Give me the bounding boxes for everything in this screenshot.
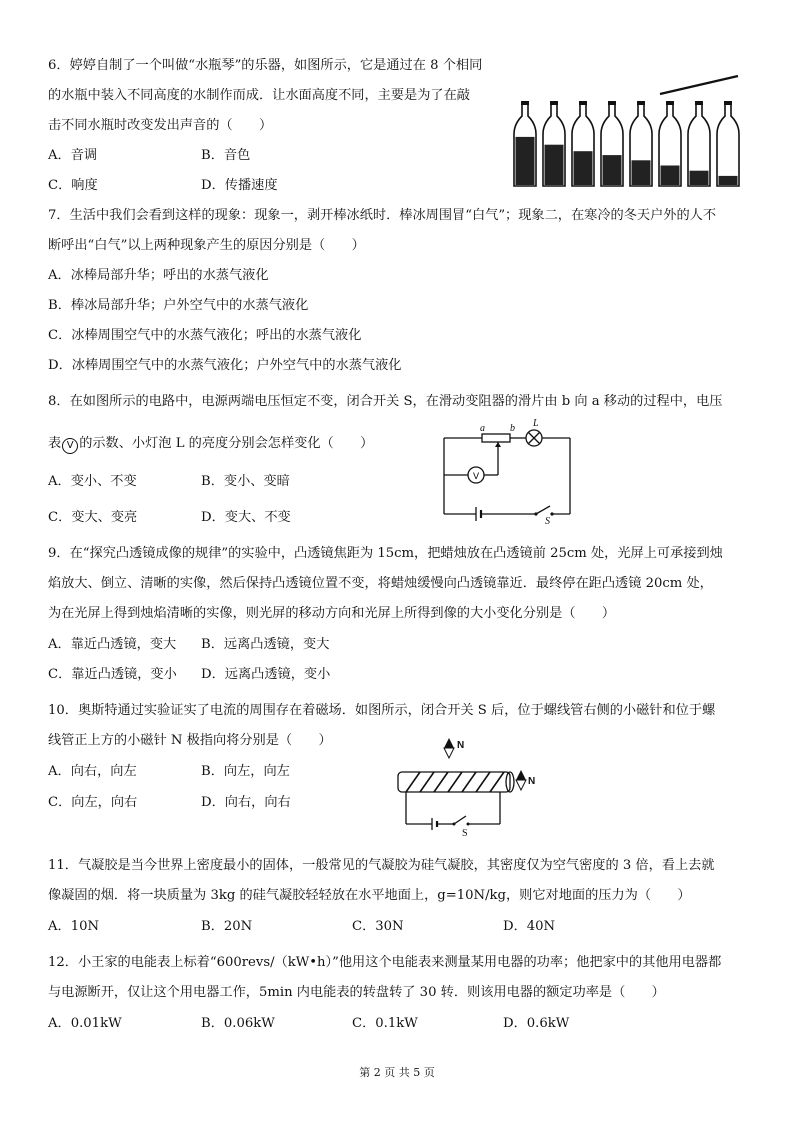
q8-stem-suffix: 的示数、小灯泡 L 的亮度分别会怎样变化（ ） [79, 436, 374, 451]
q9-option-b[interactable]: B．远离凸透镜，变大 [201, 637, 330, 652]
water-bottle [543, 101, 565, 186]
water-level [574, 151, 593, 185]
water-bottles-figure [508, 74, 748, 194]
water-bottle [717, 101, 739, 186]
q7-option-a[interactable]: A．冰棒局部升华；呼出的水蒸气液化 [48, 268, 269, 283]
q11-stem-line-1: 11．气凝胶是当今世界上密度最小的固体，一般常见的气凝胶为硅气凝胶，其密度仅为空气密度的 3 倍，看上去就 [48, 858, 715, 873]
q12-option-b[interactable]: B．0.06kW [201, 1016, 275, 1031]
q9-option-c[interactable]: C．靠近凸透镜，变小 [48, 667, 177, 682]
q11-stem-line-2: 像凝固的烟．将一块质量为 3kg 的硅气凝胶轻轻放在水平地面上，g=10N/kg，则它对地面的压力为（ ） [48, 888, 691, 903]
voltmeter-label-V: V [473, 472, 480, 482]
q6-stem-line-2: 的水瓶中装入不同高度的水制作而成．让水面高度不同，主要是为了在敲 [48, 88, 470, 103]
q8-option-a[interactable]: A．变小、不变 [48, 474, 137, 489]
q10-option-d[interactable]: D．向右，向右 [201, 795, 291, 810]
q8-circuit-diagram [440, 420, 580, 528]
rheostat-label-b: b [510, 423, 515, 434]
q8-stem-line-1: 8．在如图所示的电路中，电源两端电压恒定不变，闭合开关 S，在滑动变阻器的滑片由 b 向 a 移动的过程中，电压 [48, 394, 723, 409]
q7-stem-line-2: 断呼出“白气”以上两种现象产生的原因分别是（ ） [48, 238, 365, 253]
q12-option-a[interactable]: A．0.01kW [48, 1016, 122, 1031]
water-bottle [688, 101, 710, 186]
q11-option-c[interactable]: C．30N [352, 919, 404, 934]
q10-option-a[interactable]: A．向右，向左 [48, 764, 137, 779]
q11-option-a[interactable]: A．10N [48, 919, 100, 934]
q8-stem-line-2 [48, 436, 373, 454]
q7-stem-line-1: 7．生活中我们会看到这样的现象：现象一，剥开棒冰纸时．棒冰周围冒“白气”；现象二，在寒冷的冬天户外的人不 [48, 208, 717, 223]
water-level [661, 166, 680, 186]
switch-label-S: S [462, 828, 468, 839]
water-level [516, 137, 535, 185]
right-compass-needle [516, 770, 526, 790]
water-bottle [514, 101, 536, 186]
water-bottle [659, 101, 681, 186]
q6-option-d[interactable]: D．传播速度 [201, 178, 278, 193]
rheostat [482, 434, 510, 442]
q8-stem-prefix: 表 [48, 436, 62, 451]
right-needle-label-N: N [528, 776, 536, 787]
rheostat-label-a: a [480, 423, 485, 434]
lamp-label-L: L [533, 418, 539, 429]
q7-option-c[interactable]: C．冰棒周围空气中的水蒸气液化；呼出的水蒸气液化 [48, 328, 362, 343]
top-needle-label-N: N [457, 740, 465, 751]
q10-option-b[interactable]: B．向左，向左 [201, 764, 290, 779]
q9-option-a[interactable]: A．靠近凸透镜，变大 [48, 637, 177, 652]
water-level [632, 160, 651, 185]
voltmeter-inline-symbol: V [62, 438, 78, 454]
water-level [545, 145, 564, 185]
top-compass-needle [444, 738, 454, 758]
q12-option-c[interactable]: C．0.1kW [352, 1016, 418, 1031]
water-level [690, 171, 709, 185]
q6-stem-line-1: 6．婷婷自制了一个叫做“水瓶琴”的乐器，如图所示，它是通过在 8 个相同 [48, 58, 483, 73]
q8-option-b[interactable]: B．变小、变暗 [201, 474, 290, 489]
q6-option-c[interactable]: C．响度 [48, 178, 98, 193]
q9-stem-line-1: 9．在“探究凸透镜成像的规律”的实验中，凸透镜焦距为 15cm，把蜡烛放在凸透镜前 25cm 处，光屏上可承接到烛 [48, 546, 723, 561]
solenoid-coil [406, 772, 504, 792]
striking-stick [660, 76, 738, 94]
q9-stem-line-3: 为在光屏上得到烛焰清晰的实像，则光屏的移动方向和光屏上所得到像的大小变化分别是（ ） [48, 606, 616, 621]
q8-option-d[interactable]: D．变大、不变 [201, 510, 291, 525]
q6-option-b[interactable]: B．音色 [201, 148, 251, 163]
q7-option-b[interactable]: B．棒冰局部升华；户外空气中的水蒸气液化 [48, 298, 309, 313]
switch-S [536, 506, 550, 514]
q11-option-d[interactable]: D．40N [503, 919, 556, 934]
q12-stem-line-1: 12．小王家的电能表上标着“600revs/（kW•h）”他用这个电能表来测量某用电器的功率；他把家中的其他用电器都 [48, 955, 722, 970]
switch-S [454, 816, 466, 824]
q10-solenoid-diagram [390, 736, 550, 839]
q11-option-b[interactable]: B．20N [201, 919, 253, 934]
q12-option-d[interactable]: D．0.6kW [503, 1016, 570, 1031]
solenoid-core [398, 772, 510, 792]
page-footer: 第 2 页 共 5 页 [359, 1066, 435, 1079]
q6-stem-line-3: 击不同水瓶时改变发出声音的（ ） [48, 118, 273, 133]
water-level [719, 176, 738, 185]
q10-option-c[interactable]: C．向左，向右 [48, 795, 138, 810]
q8-option-c[interactable]: C．变大、变亮 [48, 510, 138, 525]
q9-option-d[interactable]: D．远离凸透镜，变小 [201, 667, 331, 682]
q7-option-d[interactable]: D．冰棒周围空气中的水蒸气液化；户外空气中的水蒸气液化 [48, 358, 402, 373]
q10-stem-line-1: 10．奥斯特通过实验证实了电流的周围存在着磁场．如图所示，闭合开关 S 后，位于螺线管右侧的小磁针和位于螺 [48, 703, 716, 718]
q10-stem-line-2: 线管正上方的小磁针 N 极指向将分别是（ ） [48, 733, 332, 748]
water-bottle [601, 101, 623, 186]
water-bottle [572, 101, 594, 186]
q12-stem-line-2: 与电源断开，仅让这个用电器工作，5min 内电能表的转盘转了 30 转．则该用电器的额定功率是（ ） [48, 985, 665, 1000]
water-level [603, 155, 622, 185]
q6-option-a[interactable]: A．音调 [48, 148, 98, 163]
water-bottle [630, 101, 652, 186]
q9-stem-line-2: 焰放大、倒立、清晰的实像，然后保持凸透镜位置不变，将蜡烛缓慢向凸透镜靠近．最终停在距凸透镜 20cm 处， [48, 576, 713, 591]
switch-label-S: S [545, 516, 550, 527]
